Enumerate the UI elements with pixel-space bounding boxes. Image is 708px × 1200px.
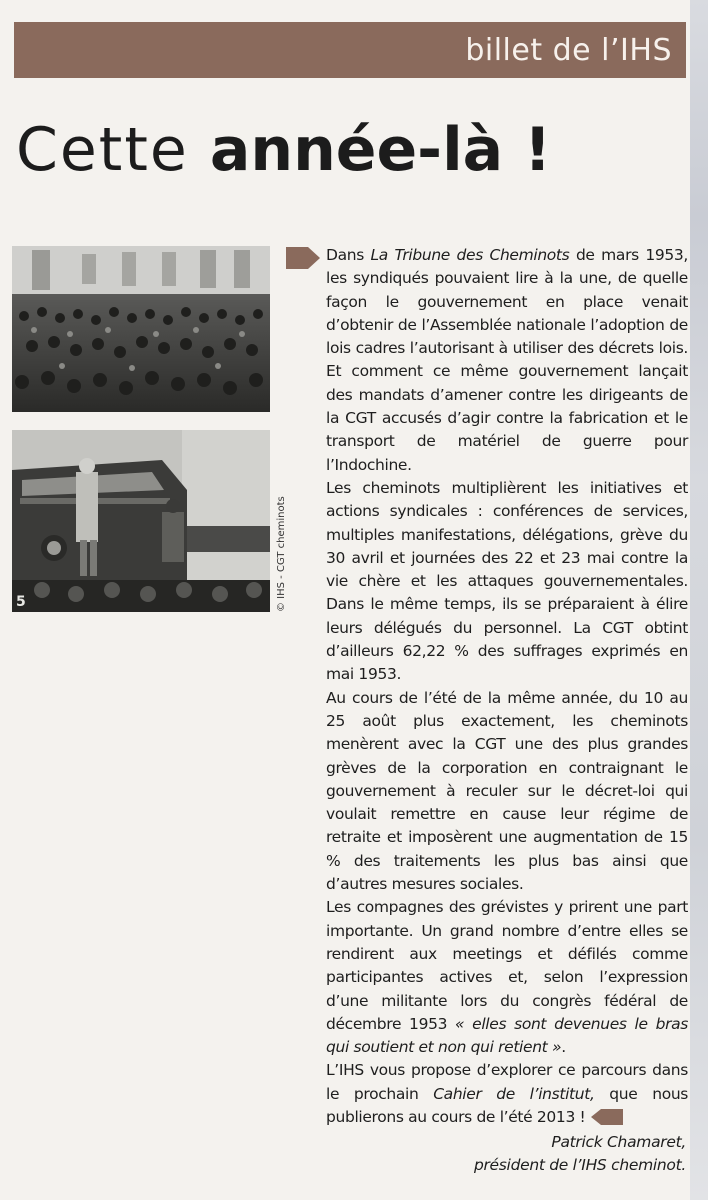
title-light: Cette — [16, 115, 210, 185]
start-arrow-icon — [286, 247, 320, 269]
title-bold: année-là ! — [209, 115, 552, 185]
paragraph-1: Dans La Tribune des Cheminots de mars 1953, les syndiqués pouvaient lire à la une, de quelle façon le gouvernement en place venait d’obtenir de l’Assemblée nationale l’adoption de lois cadres l’autorisant à utiliser des décrets lois. Et comment ce même gouvernement lançait des mandats d’amener contre les dirigeants de la CGT accusés d’agir contre la fabrication et le transport de matériel de guerre pour l’Indochine. — [326, 246, 688, 474]
author-name: Patrick Chamaret, — [551, 1133, 686, 1151]
page-title — [16, 115, 552, 185]
end-arrow-icon — [591, 1109, 623, 1125]
paragraph-4: Les compagnes des grévistes y prirent une part importante. Un grand nombre d’entre elles se rendirent aux meetings et défilés comme participantes actives et, selon l’expression d’une militante lors du congrès fédéral de décembre 1953 « elles sont devenues le bras qui soutient et non qui retient ». — [326, 898, 688, 1057]
article-body — [326, 244, 688, 1129]
paragraph-3: Au cours de l’été de la même année, du 10 au 25 août plus exactement, les cheminots menèrent avec la CGT une des plus grandes grèves de la corporation en contraignant le gouvernement à reculer sur le décret-loi qui voulait remettre en cause leur régime de retraite et imposèrent une augmentation de 15 % des traitements les plus bas ainsi que d’autres mesures sociales. — [326, 688, 688, 894]
author-role: président de l’IHS cheminot. — [473, 1156, 686, 1175]
locomotive-photo — [12, 430, 270, 612]
paragraph-5: L’IHS vous propose d’explorer ce parcours dans le prochain Cahier de l’institut, que nous publierons au cours de l’été 2013 ! — [326, 1061, 689, 1126]
locomotive-number: 5 — [16, 594, 26, 610]
paragraph-2: Les cheminots multiplièrent les initiatives et actions syndicales : conférences de services, multiples manifestations, délégations, grève du 30 avril et journées des 22 et 23 mai contre la vie chère et les attaques gouvernementales. Dans le même temps, ils se préparaient à élire leurs délégués du personnel. La CGT obtint d’ailleurs 62,22 % des suffrages exprimés en mai 1953. — [326, 478, 688, 684]
section-banner — [14, 22, 686, 78]
section-banner-label: billet de l’IHS — [465, 32, 672, 68]
crowd-photo — [12, 246, 270, 412]
photo-credit: © IHS - CGT cheminots — [276, 496, 287, 612]
adjacent-page-edge — [690, 0, 708, 1200]
author-signature — [474, 1131, 686, 1178]
